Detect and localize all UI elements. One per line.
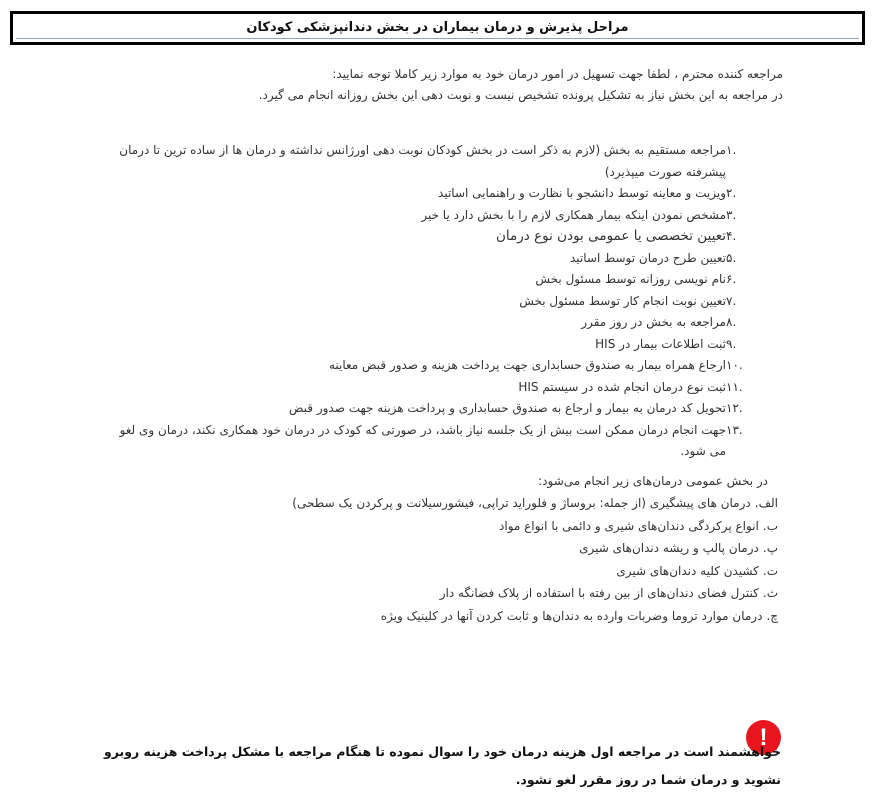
step-text: تعیین طرح درمان توسط اساتید <box>569 250 726 265</box>
step-item <box>100 183 760 205</box>
step-number: ۱۰. <box>726 358 743 372</box>
step-text: مراجعه به بخش در روز مقرر <box>581 315 726 329</box>
step-item <box>100 398 760 420</box>
general-item-text: کنترل فضای دندان‌های از بین رفته با استفاده از پلاک فضانگه دار <box>439 586 759 600</box>
intro-line: در مراجعه به این بخش نیاز به تشکیل پرونده تشخیص نیست و نوبت دهی این بخش روزانه انجام می گیرد. <box>258 88 783 102</box>
step-text: مشخص نمودن اینکه بیمار همکاری لازم را با بخش دارد یا خیر <box>421 207 726 222</box>
general-item <box>98 492 778 515</box>
step-text: نام نویسی روزانه توسط مسئول بخش <box>535 272 726 286</box>
general-item-letter: چ. <box>766 608 778 623</box>
intro-paragraph <box>83 64 783 106</box>
step-number: ۱۲. <box>726 401 743 415</box>
title-box <box>10 11 865 45</box>
step-number: ۲. <box>726 186 737 200</box>
step-text: ثبت اطلاعات بیمار در HIS <box>595 336 726 351</box>
step-number: ۱۱. <box>726 379 743 394</box>
step-text: ثبت نوع درمان انجام شده در سیستم HIS <box>518 379 726 394</box>
step-item <box>100 248 760 270</box>
general-item <box>98 605 778 628</box>
general-item <box>98 537 778 560</box>
step-text: جهت انجام درمان ممکن است بیش از یک جلسه نیاز باشد، در صورتی که کودک در درمان خود همکاری نکند، درمان وی لغو می شود. <box>119 422 726 458</box>
step-item <box>100 420 760 463</box>
step-text: ویزیت و معاینه توسط دانشجو با نظارت و راهنمایی اساتید <box>438 186 726 200</box>
warning-note: خواهشمند است در مراجعه اول هزینه درمان خود را سوال نموده تا هنگام مراجعه با مشکل پرداخت هزینه روبرو نشوید و درمان شما در روز مقرر لغو نشود. <box>104 744 781 787</box>
step-item <box>100 205 760 227</box>
step-text: مراجعه مستقیم به بخش (لازم به ذکر است در بخش کودکان نوبت دهی اورژانس نداشته و درمان ها از ساده ترین تا درمان پیشرفته صورت میپذیرد) <box>119 143 726 179</box>
step-number: ۹. <box>726 336 737 351</box>
general-treatments <box>98 470 778 627</box>
step-item <box>100 291 760 313</box>
general-item-text: درمان پالپ و ریشه دندان‌های شیری <box>579 541 759 555</box>
general-item-letter: ب. <box>762 518 778 533</box>
step-item <box>100 269 760 291</box>
step-number: ۳. <box>726 207 737 222</box>
general-heading: در بخش عمومی درمان‌های زیر انجام می‌شود: <box>538 474 768 488</box>
step-item <box>100 334 760 356</box>
step-number: ۵. <box>726 250 737 265</box>
step-number: ۴. <box>726 229 737 243</box>
step-item <box>100 226 760 248</box>
step-text: تعیین نوبت انجام کار توسط مسئول بخش <box>519 293 726 308</box>
general-item-letter: ث. <box>762 586 778 600</box>
step-number: ۸. <box>726 315 737 329</box>
general-item <box>98 560 778 583</box>
step-number: ۷. <box>726 293 737 308</box>
step-text: تحویل کد درمان به بیمار و ارجاع به صندوق حسابداری و پرداخت هزینه جهت صدور قبض <box>288 401 726 415</box>
general-item-letter: پ. <box>762 541 778 555</box>
intro-line: مراجعه کننده محترم ، لطفا جهت تسهیل در امور درمان خود به موارد زیر کاملا توجه نمایید: <box>332 67 783 81</box>
step-item <box>100 377 760 399</box>
steps-list <box>100 140 760 463</box>
general-item-text: درمان های پیشگیری (از جمله: بروساژ و فلوراید تراپی، فیشورسیلانت و پرکردن یک سطحی) <box>292 496 751 510</box>
step-item <box>100 140 760 183</box>
step-number: ۱. <box>726 143 737 157</box>
step-text: ارجاع همراه بیمار به صندوق حسابداری جهت پرداخت هزینه و صدور قبض معاینه <box>328 358 726 372</box>
step-item <box>100 312 760 334</box>
general-item-text: کشیدن کلیه دندان‌های شیری <box>616 563 759 578</box>
general-item <box>98 515 778 538</box>
general-item-letter: ت. <box>762 563 778 578</box>
exclamation-icon: ! <box>746 720 781 755</box>
general-item-text: درمان موارد تروما وضربات وارده به دندان‌ها و ثابت کردن آنها در کلینیک ویژه <box>380 608 763 623</box>
step-number: ۶. <box>726 272 737 286</box>
general-item <box>98 582 778 605</box>
general-item-letter: الف. <box>754 496 778 510</box>
step-text: تعیین تخصصی یا عمومی بودن نوع درمان <box>495 228 726 244</box>
step-number: ۱۳. <box>726 422 743 437</box>
general-item-text: انواع پرکردگی دندان‌های شیری و دائمی با انواع مواد <box>499 518 759 533</box>
step-item <box>100 355 760 377</box>
page-title: مراحل پذیرش و درمان بیماران در بخش دندانپزشکی کودکان <box>16 17 859 39</box>
